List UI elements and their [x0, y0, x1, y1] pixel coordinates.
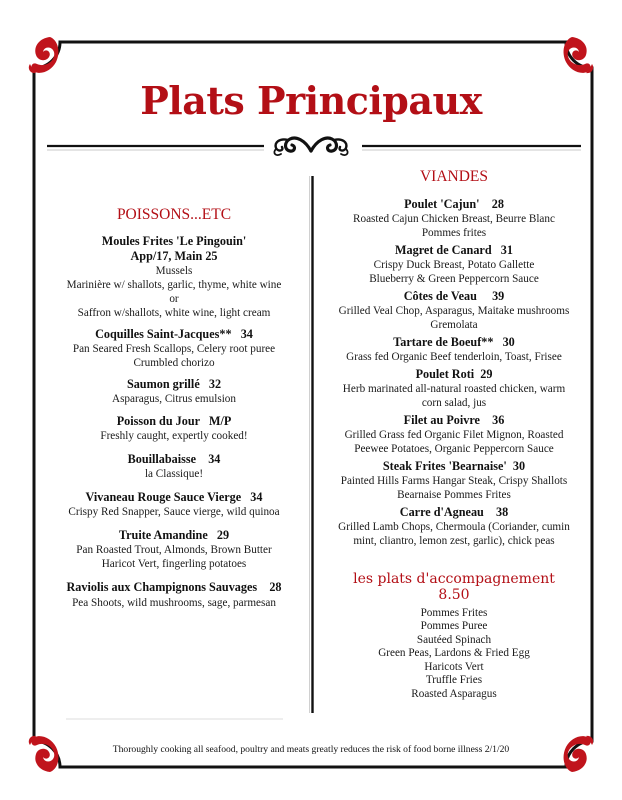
item-name: Truite Amandine 29 — [118, 528, 230, 542]
item-name: Poisson du Jour M/P — [116, 414, 232, 428]
item-description: Crispy Duck Breast, Potato Gallette — [373, 259, 535, 271]
item-description: Blueberry & Green Peppercorn Sauce — [369, 273, 539, 285]
side-item: Pommes Frites — [420, 607, 488, 619]
item-description: la Classique! — [144, 468, 204, 480]
side-item: Roasted Asparagus — [411, 688, 497, 700]
item-name: Raviolis aux Champignons Sauvages 28 — [66, 580, 282, 594]
item-description: Pan Roasted Trout, Almonds, Brown Butter — [76, 544, 272, 556]
food-safety-notice: Thoroughly cooking all seafood, poultry and meats greatly reduces the risk of food borne illness 2/1/20 — [112, 744, 510, 755]
item-description: Roasted Cajun Chicken Breast, Beurre Blanc — [353, 213, 555, 225]
item-price: App/17, Main 25 — [130, 249, 218, 263]
item-description: Freshly caught, expertly cooked! — [100, 430, 248, 442]
sides-heading: les plats d'accompagnement — [353, 571, 555, 587]
item-description: Grilled Lamb Chops, Chermoula (Coriander, cumin — [338, 521, 570, 533]
item-description: Herb marinated all-natural roasted chicken, warm — [342, 383, 566, 395]
sides-price: 8.50 — [438, 587, 470, 603]
item-description: Crumbled chorizo — [133, 357, 215, 369]
side-item: Green Peas, Lardons & Fried Egg — [378, 647, 530, 659]
item-description: Marinière w/ shallots, garlic, thyme, white wine — [66, 279, 282, 291]
item-description: Asparagus, Citrus emulsion — [112, 393, 236, 405]
item-description: Grilled Veal Chop, Asparagus, Maitake mushrooms — [338, 305, 570, 317]
item-name: Poulet 'Cajun' 28 — [404, 197, 504, 211]
item-name: Saumon grillé 32 — [126, 377, 222, 391]
item-description: Bearnaise Pommes Frites — [397, 489, 511, 501]
item-name: Poulet Roti 29 — [415, 367, 493, 381]
item-name: Filet au Poivre 36 — [403, 413, 505, 427]
item-name: Côtes de Veau 39 — [403, 289, 505, 303]
item-name: Carre d'Agneau 38 — [399, 505, 509, 519]
page-title: Plats Principaux — [140, 78, 482, 123]
item-description: Pan Seared Fresh Scallops, Celery root puree — [72, 343, 276, 355]
side-item: Truffle Fries — [425, 674, 483, 686]
item-name: Vivaneau Rouge Sauce Vierge 34 — [85, 490, 263, 504]
side-item: Haricots Vert — [424, 661, 484, 673]
item-name: Moules Frites 'Le Pingouin' — [101, 234, 247, 248]
flourish-ornament-icon — [274, 138, 347, 155]
item-name: Magret de Canard 31 — [395, 243, 513, 257]
item-description: Grilled Grass fed Organic Filet Mignon, Roasted — [344, 429, 564, 441]
item-description: Haricot Vert, fingerling potatoes — [101, 558, 247, 570]
item-description: Pommes frites — [421, 227, 487, 239]
item-description: Grass fed Organic Beef tenderloin, Toast, Frisee — [346, 351, 562, 363]
item-description: Painted Hills Farms Hangar Steak, Crispy Shallots — [340, 475, 568, 487]
item-description: Pea Shoots, wild mushrooms, sage, parmesan — [72, 597, 276, 609]
item-description: Peewee Potatoes, Organic Peppercorn Sauce — [354, 443, 554, 455]
section-heading: VIANDES — [419, 168, 489, 185]
item-description: corn salad, jus — [421, 397, 487, 409]
section-heading: POISSONS...ETC — [116, 206, 232, 223]
item-description: mint, cliantro, lemon zest, garlic), chick peas — [353, 535, 555, 547]
item-name: Tartare de Boeuf** 30 — [393, 335, 515, 349]
item-description: Gremolata — [430, 319, 478, 331]
side-item: Pommes Puree — [420, 620, 488, 632]
item-description: Saffron w/shallots, white wine, light cream — [77, 307, 271, 319]
side-item: Sautéed Spinach — [416, 634, 492, 646]
item-name: Coquilles Saint-Jacques** 34 — [95, 327, 253, 341]
item-description: Crispy Red Snapper, Sauce vierge, wild quinoa — [68, 506, 280, 518]
item-name: Steak Frites 'Bearnaise' 30 — [382, 459, 526, 473]
item-name: Bouillabaisse 34 — [127, 452, 221, 466]
item-description: or — [169, 293, 179, 305]
item-description: Mussels — [155, 265, 193, 277]
corner-ornament-top-left-icon — [29, 37, 59, 73]
